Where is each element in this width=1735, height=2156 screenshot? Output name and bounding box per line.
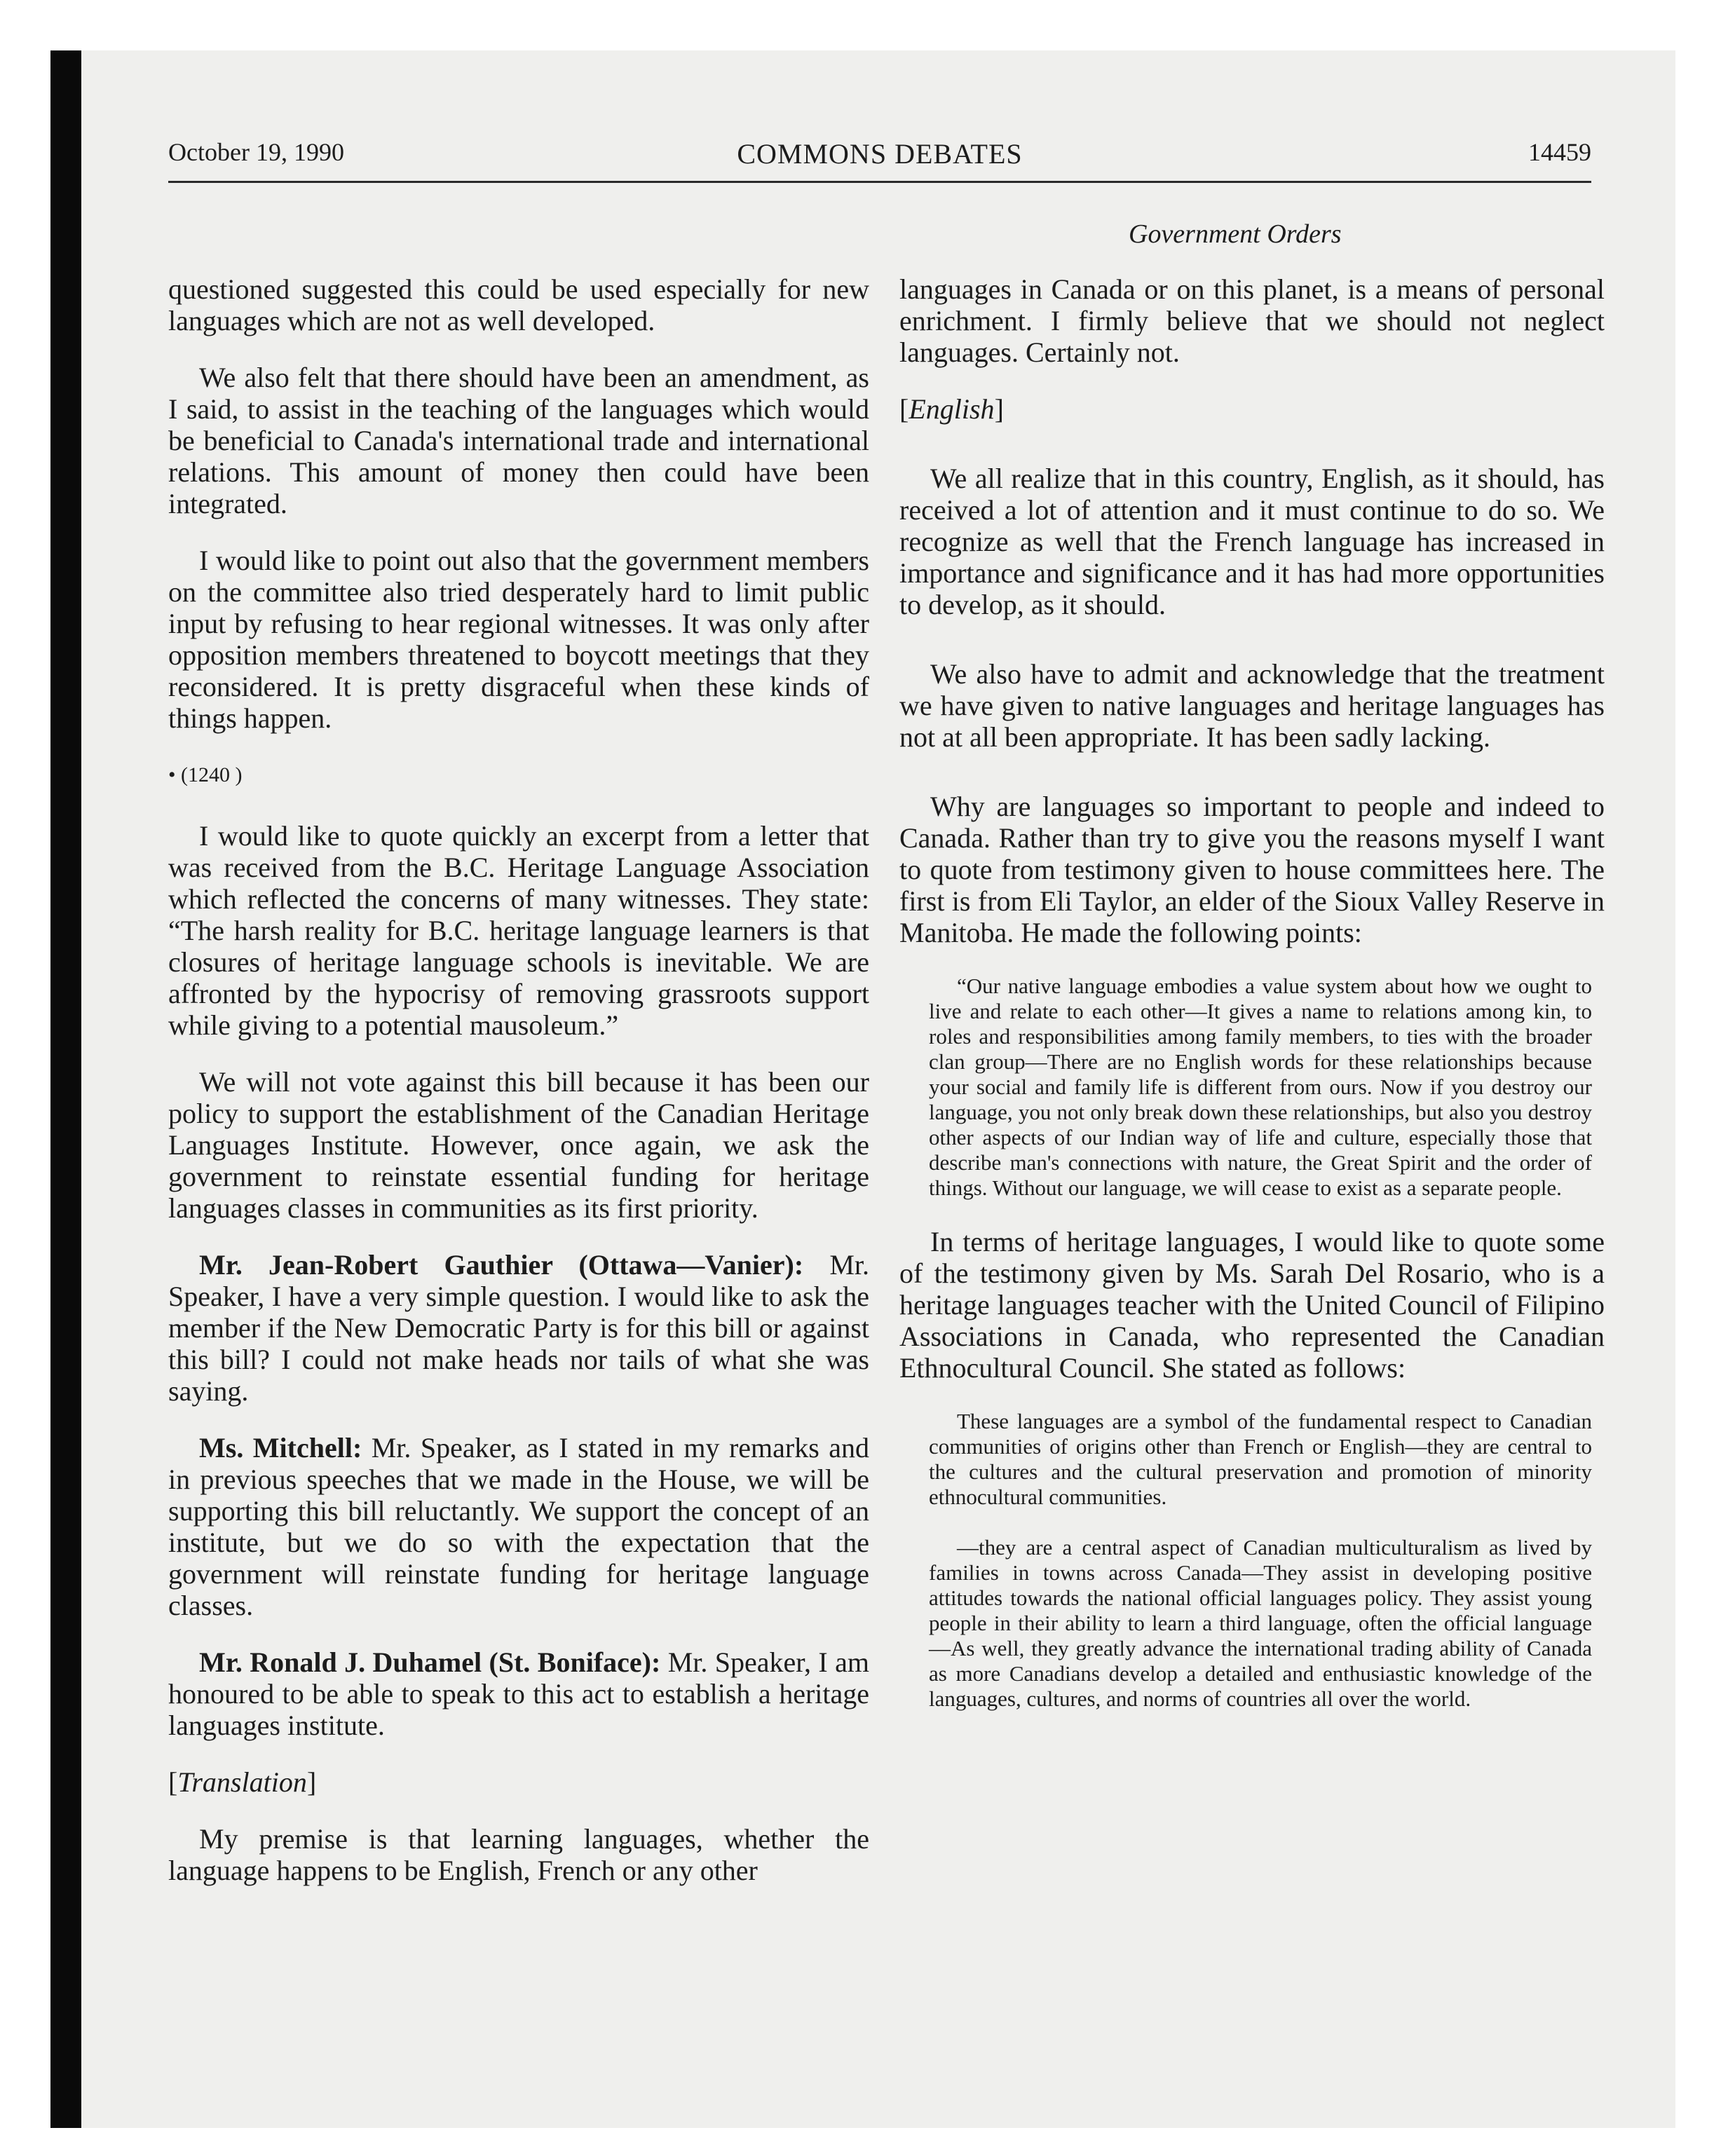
header-rule [168,181,1591,183]
paragraph: We all realize that in this country, English, as it should, has received a lot of attention and it must continue to do so. We recognize as well that the French language has increased in importance and significance and it has had more opportunities to develop, as it should. [899,463,1605,620]
page-header [168,137,1591,186]
binding-edge [50,50,81,2128]
speaker-name: Mr. Jean-Robert Gauthier (Ottawa—Vanier): [199,1249,804,1281]
right-column [899,273,1605,1737]
speaker-name: Mr. Ronald J. Duhamel (St. Boniface): [199,1646,661,1678]
paragraph: My premise is that learning languages, whether the language happens to be English, French or any other [168,1823,869,1886]
block-quote: “Our native language embodies a value system about how we ought to live and relate to each other—It gives a name to relations among kin, to roles and responsibilities among family members, to ties with the broader clan group—There are no English words for these relationships because your social and family life is different from ours. Now if you destroy our language, you not only break down these relationships, but also you destroy other aspects of our Indian way of life and culture, especially those that describe man's connections with nature, the Great Spirit and the order of things. Without our language, we will cease to exist as a separate people. [929,974,1592,1200]
speech-paragraph [168,1432,869,1621]
paragraph: We also have to admit and acknowledge that the treatment we have given to native languages and heritage languages has not at all been appropriate. It has been sadly lacking. [899,658,1605,753]
speech-text: Mr. Speaker, I have a very simple question. I would like to ask the member if the New Democratic Party is for this bill or against this bill? I could not make heads nor tails of what she was saying. [168,1249,869,1407]
left-column [168,273,869,1911]
paragraph: I would like to point out also that the government members on the committee also tried desperately hard to limit public input by refusing to hear regional witnesses. It was only after opposition members threatened to boycott meetings that they reconsidered. It is pretty disgraceful when these kinds of things happen. [168,545,869,734]
header-page-number: 14459 [1528,138,1591,166]
english-label: [English] [899,393,1004,425]
paragraph: We will not vote against this bill because it has been our policy to support the establishment of the Canadian Heritage Languages Institute. However, once again, we ask the government to reinstate essential funding for heritage languages classes in communities as its first priority. [168,1066,869,1224]
paragraph: We also felt that there should have been an amendment, as I said, to assist in the teaching of the languages which would be beneficial to Canada's international trade and international relations. This amount of money then could have been integrated. [168,362,869,519]
speech-text: Mr. Speaker, as I stated in my remarks and in previous speeches that we made in the House, we will be supporting this bill reluctantly. We support the concept of an institute, but we do so with the expectation that the government will reinstate funding for heritage language classes. [168,1432,869,1621]
paragraph: languages in Canada or on this planet, is a means of personal enrichment. I firmly believe that we should not neglect languages. Certainly not. [899,273,1605,368]
paragraph: questioned suggested this could be used especially for new languages which are not as well developed. [168,273,869,336]
speech-paragraph [168,1646,869,1741]
speech-text: Mr. Speaker, I am honoured to be able to speak to this act to establish a heritage languages institute. [168,1646,869,1741]
paragraph: In terms of heritage languages, I would like to quote some of the testimony given by Ms. Sarah Del Rosario, who is a heritage languages teacher with the United Council of Filipino Associations in Canada, who represented the Canadian Ethnocultural Council. She stated as follows: [899,1226,1605,1384]
header-date: October 19, 1990 [168,138,344,166]
block-quote: —they are a central aspect of Canadian multiculturalism as lived by families in towns across Canada—They assist in developing positive attitudes towards the national official languages policy. They assist young people in their ability to learn a third language, often the official language—As well, they greatly advance the international trading ability of Canada as more Canadians develop a detailed and enthusiastic knowledge of the languages, cultures, and norms of countries all over the world. [929,1535,1592,1711]
paragraph: Why are languages so important to people and indeed to Canada. Rather than try to give you the reasons myself I want to quote from testimony given to house committees here. The first is from Eli Taylor, an elder of the Sioux Valley Reserve in Manitoba. He made the following points: [899,791,1605,948]
header-title: COMMONS DEBATES [737,138,1023,170]
paragraph: I would like to quote quickly an excerpt from a letter that was received from the B.C. Heritage Language Association which reflected the concerns of many witnesses. They state: “The harsh reality for B.C. heritage language learners is that closures of heritage language schools is inevitable. We are affronted by the hypocrisy of removing grassroots support while giving to a potential mausoleum.” [168,820,869,1041]
translation-label: [Translation] [168,1766,317,1798]
block-quote: These languages are a symbol of the fundamental respect to Canadian communities of origins other than French or English—they are central to the cultures and the cultural preservation and promotion of minority ethnocultural communities. [929,1409,1592,1509]
time-marker: • (1240 ) [168,763,243,786]
section-label: Government Orders [1129,219,1342,249]
speech-paragraph [168,1249,869,1407]
speaker-name: Ms. Mitchell: [199,1432,362,1464]
